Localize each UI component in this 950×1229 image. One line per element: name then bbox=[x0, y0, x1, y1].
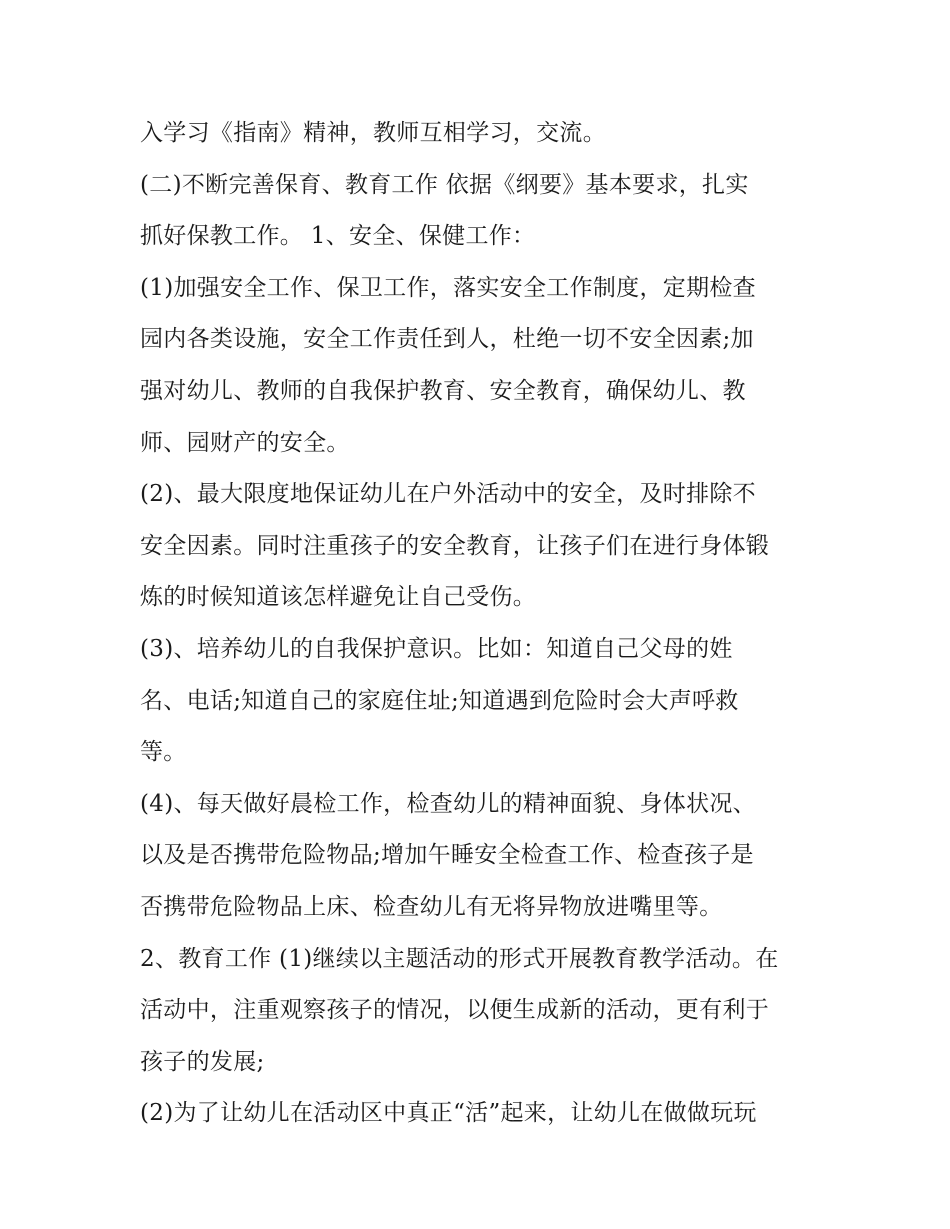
text-line: 以及是否携带危险物品;增加午睡安全检查工作、检查孩子是 bbox=[140, 842, 754, 869]
text-line: (1)加强安全工作、保卫工作，落实安全工作制度，定期检查 bbox=[140, 274, 756, 301]
text-line: 等。 bbox=[140, 739, 187, 766]
text-line: 强对幼儿、教师的自我保护教育、安全教育，确保幼儿、教 bbox=[140, 377, 746, 404]
text-line: (二)不断完善保育、教育工作 依据《纲要》基本要求，扎实 bbox=[140, 171, 749, 198]
text-line: 园内各类设施，安全工作责任到人，杜绝一切不安全因素;加 bbox=[140, 326, 754, 353]
text-line: 2、教育工作 (1)继续以主题活动的形式开展教育教学活动。在 bbox=[140, 945, 779, 972]
text-line: (2)、最大限度地保证幼儿在户外活动中的安全，及时排除不 bbox=[140, 481, 756, 508]
text-line: 否携带危险物品上床、检查幼儿有无将异物放进嘴里等。 bbox=[140, 893, 723, 920]
text-line: 抓好保教工作。 1、安全、保健工作： bbox=[140, 223, 536, 250]
text-line: (2)为了让幼儿在活动区中真正“活”起来，让幼儿在做做玩玩 bbox=[140, 1100, 757, 1127]
text-line: 名、电话;知道自己的家庭住址;知道遇到危险时会大声呼救 bbox=[140, 687, 739, 714]
text-line: 炼的时候知道该怎样避免让自己受伤。 bbox=[140, 584, 537, 611]
text-line: 师、园财产的安全。 bbox=[140, 429, 350, 456]
text-line: 活动中，注重观察孩子的情况，以便生成新的活动，更有利于 bbox=[140, 997, 770, 1024]
text-line: (4)、每天做好晨检工作，检查幼儿的精神面貌、身体状况、 bbox=[140, 790, 756, 817]
text-line: 孩子的发展; bbox=[140, 1048, 265, 1075]
text-line: 安全因素。同时注重孩子的安全教育，让孩子们在进行身体锻 bbox=[140, 532, 770, 559]
text-line: (3)、培养幼儿的自我保护意识。比如：知道自己父母的姓 bbox=[140, 635, 733, 662]
text-line: 入学习《指南》精神，教师互相学习，交流。 bbox=[140, 120, 606, 146]
document-body bbox=[140, 108, 820, 1140]
